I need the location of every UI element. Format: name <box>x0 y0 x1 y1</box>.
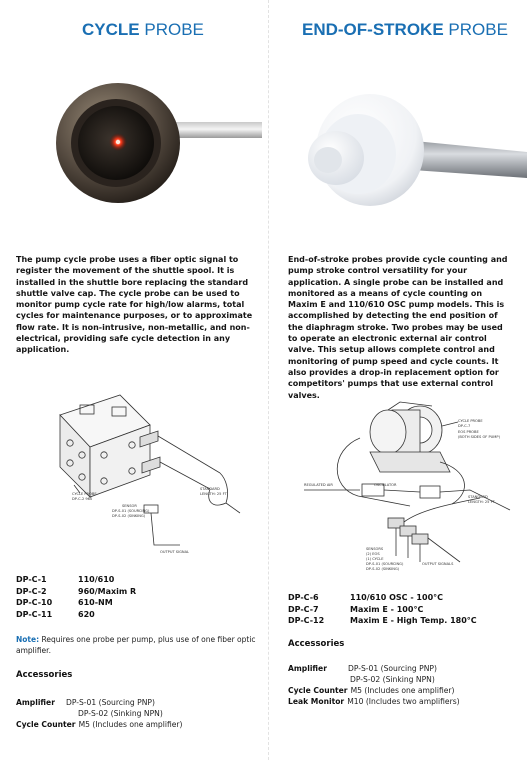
label-sensor-sourcing: DP-S-01 (SOURCING) <box>112 509 150 513</box>
accessory-value: DP-S-02 (Sinking NPN) <box>78 709 163 718</box>
model-row <box>288 604 477 616</box>
model-code: DP-C-10 <box>16 598 53 607</box>
model-row <box>16 586 136 598</box>
accessory-row <box>16 697 183 708</box>
model-code: DP-C-7 <box>288 604 319 614</box>
label-eos-note: (BOTH SIDES OF PUMP) <box>458 435 500 439</box>
label-eos-probe: EOS PROBE <box>458 430 479 434</box>
model-desc: 110/610 OSC - 100°C <box>350 593 443 602</box>
label-sensor-cycle: (1) CYCLE <box>366 557 384 561</box>
accessory-row <box>288 674 460 685</box>
accessory-value: M5 (Includes one amplifier) <box>350 686 455 695</box>
label-regulated-air: REGULATED AIR <box>304 483 333 487</box>
note-text: Requires one probe per pump, plus use of one fiber optic amplifier. <box>16 635 256 655</box>
model-code: DP-C-11 <box>16 609 53 619</box>
label-cycle-probe: CYCLE PROBE <box>72 492 97 496</box>
label-cycle-probe: CYCLE PROBE <box>458 419 483 423</box>
model-row <box>16 609 136 621</box>
label-sensor: SENSOR <box>122 504 137 508</box>
model-code: DP-C-6 <box>288 593 319 602</box>
accessory-row <box>288 685 460 696</box>
model-desc: 960/Maxim R <box>78 586 137 596</box>
model-desc: Maxim E - 100°C <box>350 604 424 614</box>
end-of-stroke-probe-heading <box>302 20 508 40</box>
heading-light: PROBE <box>144 20 204 39</box>
label-standard: STANDARD <box>200 487 220 491</box>
model-row <box>288 592 477 604</box>
model-desc: 610-NM <box>78 598 113 607</box>
model-desc: 620 <box>78 609 95 619</box>
accessories-title-left: Accessories <box>16 670 73 680</box>
accessory-row <box>288 696 460 707</box>
model-code: DP-C-1 <box>16 575 47 584</box>
column-divider <box>268 0 269 760</box>
label-output: OUTPUT SIGNAL <box>160 550 190 554</box>
cycle-probe-description: The pump cycle probe uses a fiber optic signal to register the movement of the shuttle spool. It is installed in the shuttle bore replacing the standard shuttle valve cap. The cycle probe can be used to monitor pump cycle rate for high/low alarms, total cycles for maintenance purposes, or to approximate flow rate. It is non-intrusive, non-metallic, and non-electrical, providing safe cycle detection in any application. <box>16 255 253 355</box>
accessories-title-right: Accessories <box>288 639 345 649</box>
label-sensor-sourcing: DP-S-01 (SOURCING) <box>366 562 404 566</box>
model-code: DP-C-2 <box>16 586 47 596</box>
label-sensor-sinking: DP-S-02 (SINKING) <box>112 514 146 518</box>
accessory-value: M5 (Includes one amplifier) <box>78 720 183 729</box>
cycle-probe-photo <box>0 60 262 245</box>
label-standard: STANDARD <box>468 495 488 499</box>
model-row <box>288 615 477 627</box>
end-of-stroke-probe-photo <box>272 60 527 245</box>
accessory-label: Leak Monitor <box>288 697 345 706</box>
accessories-list-left <box>16 697 183 730</box>
label-cycle-probe-model: DP-C-2 960 <box>72 497 93 501</box>
accessories-list-right <box>288 663 460 707</box>
accessory-label: Amplifier <box>288 664 327 673</box>
accessory-row <box>16 708 183 719</box>
end-of-stroke-probe-models <box>288 592 477 627</box>
model-row <box>16 597 136 609</box>
note-keyword: Note: <box>16 635 40 644</box>
requirements-note <box>16 634 262 656</box>
accessory-value: M10 (Includes two amplifiers) <box>347 697 460 706</box>
accessory-label: Cycle Counter <box>16 720 76 729</box>
end-of-stroke-probe-description: End-of-stroke probes provide cycle counting and pump stroke control versatility for your application. A single probe can be installed and monitored as a means of cycle counting on Maxim E and 110/610 OSC pump models. This is accomplished by detecting the end position of the diaphragm stroke. Two probes may be used to operate an electronic external air control valve. This setup allows complete control and monitoring of pump speed and cycle counts. It also provides a drop-in replacement option for competitors' pumps that use external control valves. <box>288 255 508 400</box>
cycle-probe-diagram <box>40 385 260 560</box>
accessory-label: Amplifier <box>16 698 55 707</box>
accessory-label: Cycle Counter <box>288 686 348 695</box>
label-length: LENGTH: 25 FT <box>200 492 227 496</box>
accessory-value: DP-S-02 (Sinking NPN) <box>350 675 435 684</box>
accessory-row <box>16 719 183 730</box>
model-desc: 110/610 <box>78 575 115 584</box>
heading-bold: END-OF-STROKE <box>302 20 444 39</box>
label-length: LENGTH: 25 FT <box>468 500 495 504</box>
model-code: DP-C-12 <box>288 616 325 625</box>
end-of-stroke-probe-diagram <box>300 380 515 580</box>
label-sensor-sinking: DP-S-02 (SINKING) <box>366 567 400 571</box>
heading-bold: CYCLE <box>82 20 140 39</box>
label-cycle-probe-model: DP-C-7 <box>458 424 471 428</box>
accessory-row <box>288 663 460 674</box>
label-sensor-eos: (2) EOS <box>366 552 380 556</box>
cycle-probe-models <box>16 574 136 620</box>
heading-light: PROBE <box>448 20 508 39</box>
label-oscillator: OSCILLATOR <box>374 483 397 487</box>
accessory-value: DP-S-01 (Sourcing PNP) <box>347 664 437 673</box>
model-desc: Maxim E - High Temp. 180°C <box>350 616 477 625</box>
cycle-probe-heading <box>82 20 204 40</box>
model-row <box>16 574 136 586</box>
accessory-value: DP-S-01 (Sourcing PNP) <box>65 698 155 707</box>
label-sensors: SENSORS <box>366 547 384 551</box>
label-output: OUTPUT SIGNALS <box>422 562 454 566</box>
